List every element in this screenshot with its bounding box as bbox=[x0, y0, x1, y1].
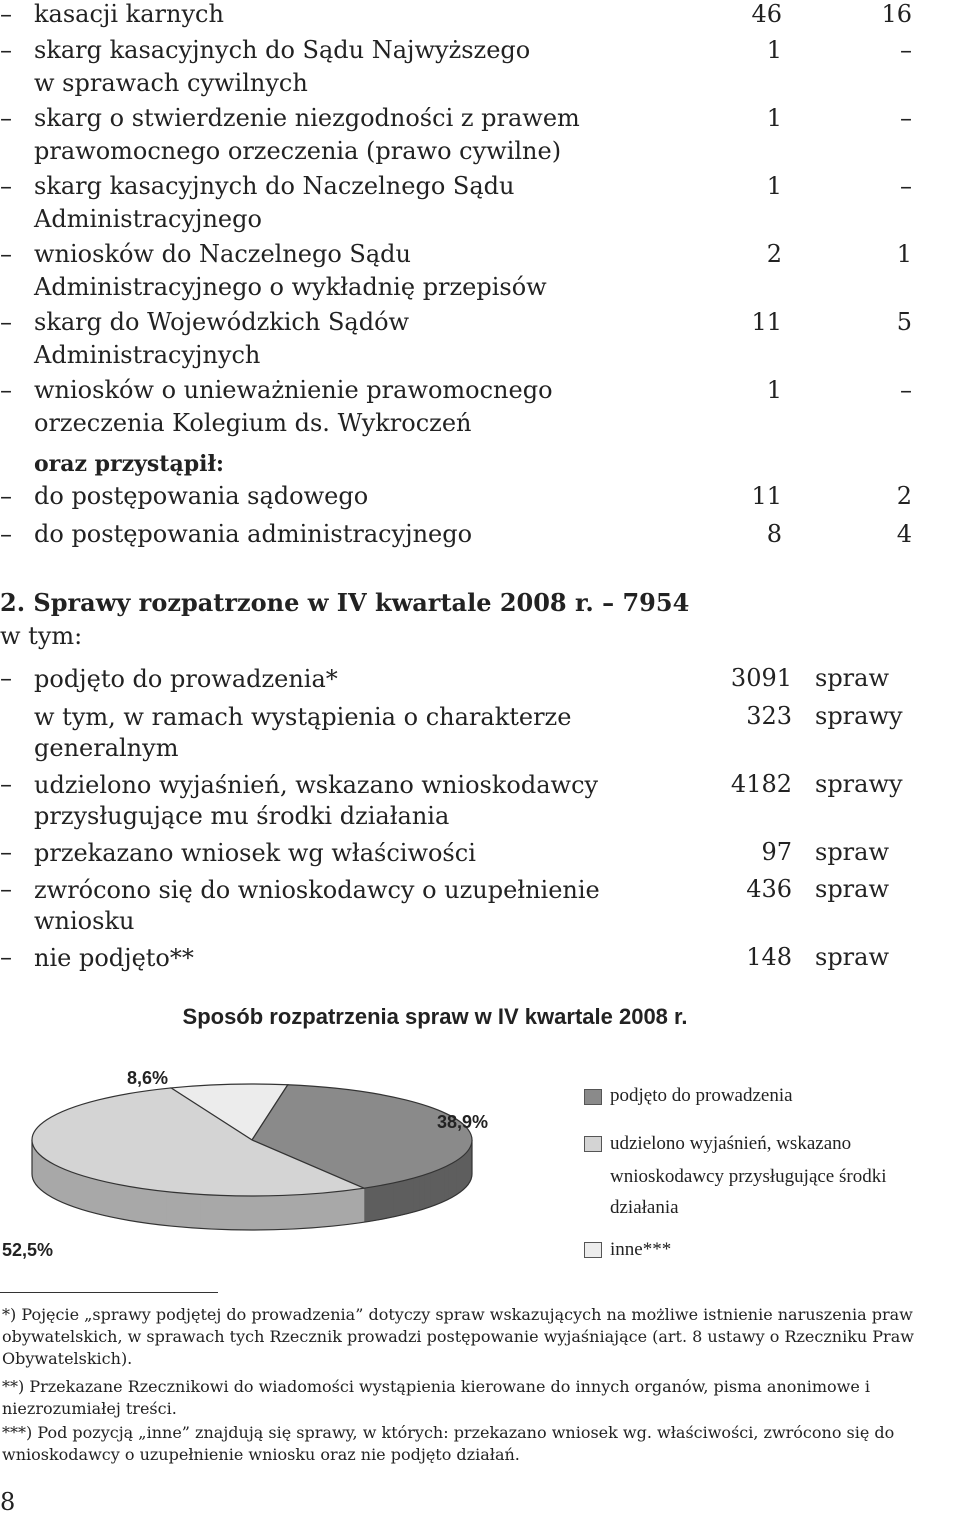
list-dash: – bbox=[0, 376, 12, 404]
legend-label-udzielono-line3: działania bbox=[610, 1197, 679, 1218]
pie-label-inne: 8,6% bbox=[127, 1068, 169, 1088]
pie-slice-udzielono-side bbox=[134, 1187, 144, 1223]
pie-slice-udzielono-side bbox=[249, 1196, 261, 1230]
pie-slice-udzielono-side bbox=[236, 1196, 248, 1230]
list-dash: – bbox=[0, 36, 12, 64]
list-item-label-cont: Administracyjnego o wykładnię przepisów bbox=[34, 273, 547, 301]
list-dash: – bbox=[0, 482, 12, 510]
count-a: 11 bbox=[751, 482, 782, 510]
pie-slice-podjeto-side bbox=[444, 1165, 448, 1201]
count-b: 4 bbox=[896, 520, 912, 548]
list-item-label: skarg kasacyjnych do Sądu Najwyższego bbox=[34, 36, 531, 64]
pie-slice-podjeto-side bbox=[464, 1152, 466, 1188]
pie-slice-podjeto-side bbox=[449, 1163, 453, 1199]
footnote-separator bbox=[0, 1292, 218, 1293]
case-count: 436 bbox=[746, 875, 792, 903]
list-item-label: podjęto do prowadzenia* bbox=[34, 665, 338, 693]
pie-chart bbox=[20, 1060, 580, 1260]
list-dash: – bbox=[0, 104, 12, 132]
list-dash: – bbox=[0, 770, 12, 798]
pie-slice-podjeto-side bbox=[459, 1157, 462, 1193]
pie-slice-podjeto-side bbox=[386, 1183, 393, 1218]
pie-slice-udzielono-side bbox=[105, 1182, 114, 1218]
pie-slice-podjeto-side bbox=[440, 1167, 445, 1203]
pie-slice-udzielono-side bbox=[320, 1192, 331, 1227]
pie-slice-udzielono-side bbox=[49, 1162, 54, 1199]
list-item-label: w tym, w ramach wystąpienia o charakterze bbox=[34, 703, 572, 731]
legend-label-udzielono-line2: wnioskodawcy przysługujące środki bbox=[610, 1166, 887, 1187]
case-count: 3091 bbox=[730, 664, 792, 692]
case-count: 148 bbox=[746, 943, 792, 971]
list-item-label: udzielono wyjaśnień, wskazano wnioskodawcy bbox=[34, 771, 599, 799]
footnote-3: ***) Pod pozycją „inne” znajdują się sprawy, w których: przekazano wniosek wg. właściwości, zwrócono się do wnioskodawcy o uzupełnienie wniosku oraz nie podjęto działań. bbox=[2, 1423, 895, 1464]
list-dash: – bbox=[0, 0, 12, 28]
pie-slice-udzielono-side bbox=[308, 1193, 320, 1228]
legend-label-podjeto: podjęto do prowadzenia bbox=[610, 1085, 793, 1106]
pie-label-podjeto: 38,9% bbox=[437, 1112, 489, 1132]
list-item-label: do postępowania sądowego bbox=[34, 482, 369, 510]
list-item-label-cont: Administracyjnych bbox=[34, 341, 261, 369]
pie-slice-udzielono-side bbox=[66, 1170, 73, 1207]
list-item-label-cont: w sprawach cywilnych bbox=[34, 69, 308, 97]
pie-slice-podjeto-side bbox=[419, 1175, 425, 1211]
pie-slice-udzielono-side bbox=[54, 1165, 60, 1202]
count-b: 2 bbox=[896, 482, 912, 510]
list-item-label: przekazano wniosek wg właściwości bbox=[34, 839, 476, 867]
pie-slice-udzielono-side bbox=[38, 1153, 41, 1190]
list-item-label: skarg kasacyjnych do Naczelnego Sądu bbox=[34, 172, 515, 200]
pie-slice-podjeto-side bbox=[372, 1186, 379, 1221]
count-a: 1 bbox=[766, 376, 782, 404]
list-dash: – bbox=[0, 240, 12, 268]
list-item-label: kasacji karnych bbox=[34, 0, 224, 28]
case-unit: sprawy bbox=[815, 770, 903, 798]
case-count: 323 bbox=[746, 702, 792, 730]
footnote-1: *) Pojęcie „sprawy podjętej do prowadzenia” dotyczy spraw wskazujących na możliwe istnienie naruszenia praw obywatelskich, w sprawach tych Rzecznik prowadzi postępowanie wyjaśniające (art. 8 ustawy o Rzeczniku Praw Obywatelskich). bbox=[2, 1305, 914, 1368]
pie-slice-podjeto-side bbox=[435, 1169, 440, 1205]
list-dash: – bbox=[0, 838, 12, 866]
count-a: 46 bbox=[751, 0, 782, 28]
legend-swatch-udzielono bbox=[584, 1136, 602, 1152]
pie-slice-udzielono-side bbox=[88, 1177, 96, 1213]
legend-label-inne: inne*** bbox=[610, 1239, 672, 1260]
pie-slice-podjeto-side bbox=[452, 1161, 456, 1197]
case-unit: sprawy bbox=[815, 702, 903, 730]
case-unit: spraw bbox=[815, 875, 890, 903]
pie-slice-podjeto-side bbox=[379, 1184, 386, 1219]
pie-slice-udzielono-side bbox=[145, 1189, 156, 1224]
pie-slice-udzielono-side bbox=[96, 1180, 105, 1216]
section-heading: 2. Sprawy rozpatrzone w IV kwartale 2008 r. – 7954 bbox=[0, 588, 690, 617]
list-item-label-cont: generalnym bbox=[34, 734, 179, 762]
list-item-label-cont: Administracyjnego bbox=[34, 205, 262, 233]
pie-slice-udzielono-side bbox=[155, 1190, 166, 1225]
pie-label-udzielono: 52,5% bbox=[2, 1240, 54, 1260]
pie-slice-udzielono-side bbox=[166, 1192, 177, 1227]
pie-slice-udzielono-side bbox=[353, 1188, 364, 1223]
pie-slice-podjeto-side bbox=[456, 1159, 459, 1195]
pie-slice-udzielono-side bbox=[41, 1156, 45, 1193]
count-a: 1 bbox=[766, 36, 782, 64]
pie-slice-udzielono-side bbox=[36, 1150, 38, 1187]
pie-slice-podjeto-side bbox=[393, 1181, 400, 1216]
list-item-label: zwrócono się do wnioskodawcy o uzupełnienie bbox=[34, 876, 600, 904]
case-count: 97 bbox=[761, 838, 792, 866]
pie-slice-podjeto-side bbox=[364, 1187, 372, 1222]
pie-slice-udzielono-side bbox=[285, 1195, 297, 1230]
count-a: 11 bbox=[751, 308, 782, 336]
pie-slice-podjeto-side bbox=[400, 1180, 407, 1216]
list-dash: – bbox=[0, 172, 12, 200]
pie-slice-podjeto-side bbox=[406, 1178, 412, 1214]
list-item-label: nie podjęto** bbox=[34, 944, 194, 972]
list-dash: – bbox=[0, 943, 12, 971]
list-dash: – bbox=[0, 664, 12, 692]
list-item-label: do postępowania administracyjnego bbox=[34, 520, 473, 548]
count-a: 8 bbox=[766, 520, 782, 548]
count-b: 5 bbox=[896, 308, 912, 336]
footnote-2: **) Przekazane Rzecznikowi do wiadomości wystąpienia kierowane do innych organów, pisma anonimowe i niezrozumiałej treści. bbox=[2, 1377, 870, 1418]
count-b: – bbox=[900, 36, 912, 64]
count-b: – bbox=[900, 104, 912, 132]
case-count: 4182 bbox=[730, 770, 792, 798]
pie-slice-udzielono-side bbox=[114, 1184, 124, 1220]
section-subheading: w tym: bbox=[0, 622, 83, 650]
legend-swatch-inne bbox=[584, 1242, 602, 1258]
pie-slice-udzielono-side bbox=[297, 1194, 309, 1229]
list-item-label: wniosków do Naczelnego Sądu bbox=[34, 240, 411, 268]
count-b: – bbox=[900, 376, 912, 404]
list-item-label: skarg o stwierdzenie niezgodności z prawem bbox=[34, 104, 580, 132]
list-dash: – bbox=[0, 308, 12, 336]
list-item-label-cont: orzeczenia Kolegium ds. Wykroczeń bbox=[34, 409, 472, 437]
pie-slice-udzielono-side bbox=[80, 1175, 88, 1211]
pie-slice-udzielono-side bbox=[45, 1159, 49, 1196]
pie-slice-udzielono-side bbox=[60, 1167, 66, 1204]
chart-title: Sposób rozpatrzenia spraw w IV kwartale 2008 r. bbox=[182, 1004, 688, 1029]
pie-slice-udzielono-side bbox=[273, 1195, 285, 1229]
pie-slice-podjeto-side bbox=[462, 1155, 465, 1191]
list-dash: – bbox=[0, 875, 12, 903]
list-item-label-cont: przysługujące mu środki działania bbox=[34, 802, 450, 830]
pie-slice-udzielono-side bbox=[261, 1196, 273, 1230]
pie-slice-udzielono-side bbox=[343, 1190, 354, 1225]
pie-slice-udzielono-side bbox=[212, 1195, 224, 1229]
pie-slice-udzielono-side bbox=[177, 1193, 188, 1228]
count-b: – bbox=[900, 172, 912, 200]
count-b: 1 bbox=[896, 240, 912, 268]
legend-label-udzielono: udzielono wyjaśnień, wskazano bbox=[610, 1133, 852, 1154]
case-unit: spraw bbox=[815, 943, 890, 971]
pie-slice-podjeto-side bbox=[424, 1173, 429, 1209]
list-item-label-cont: prawomocnego orzeczenia (prawo cywilne) bbox=[34, 137, 562, 165]
list-dash: – bbox=[0, 520, 12, 548]
case-unit: spraw bbox=[815, 664, 890, 692]
count-a: 2 bbox=[766, 240, 782, 268]
count-a: 1 bbox=[766, 172, 782, 200]
list-item-label-cont: wniosku bbox=[34, 907, 135, 935]
pie-slice-udzielono-side bbox=[224, 1196, 236, 1230]
pie-slice-udzielono-side bbox=[124, 1186, 134, 1222]
joined-heading: oraz przystąpił: bbox=[34, 451, 225, 477]
list-item-label: wniosków o unieważnienie prawomocnego bbox=[34, 376, 553, 404]
list-item-label: skarg do Wojewódzkich Sądów bbox=[34, 308, 410, 336]
pie-slice-udzielono-side bbox=[331, 1191, 342, 1226]
count-a: 1 bbox=[766, 104, 782, 132]
pie-slice-podjeto-side bbox=[413, 1177, 419, 1213]
legend-swatch-podjeto bbox=[584, 1089, 602, 1105]
page-number: 8 bbox=[0, 1488, 16, 1516]
count-b: 16 bbox=[881, 0, 912, 28]
pie-slice-udzielono-side bbox=[189, 1194, 201, 1229]
pie-slice-podjeto-side bbox=[430, 1171, 435, 1207]
case-unit: spraw bbox=[815, 838, 890, 866]
pie-slice-udzielono-side bbox=[201, 1194, 213, 1229]
pie-slice-udzielono-side bbox=[73, 1173, 80, 1209]
